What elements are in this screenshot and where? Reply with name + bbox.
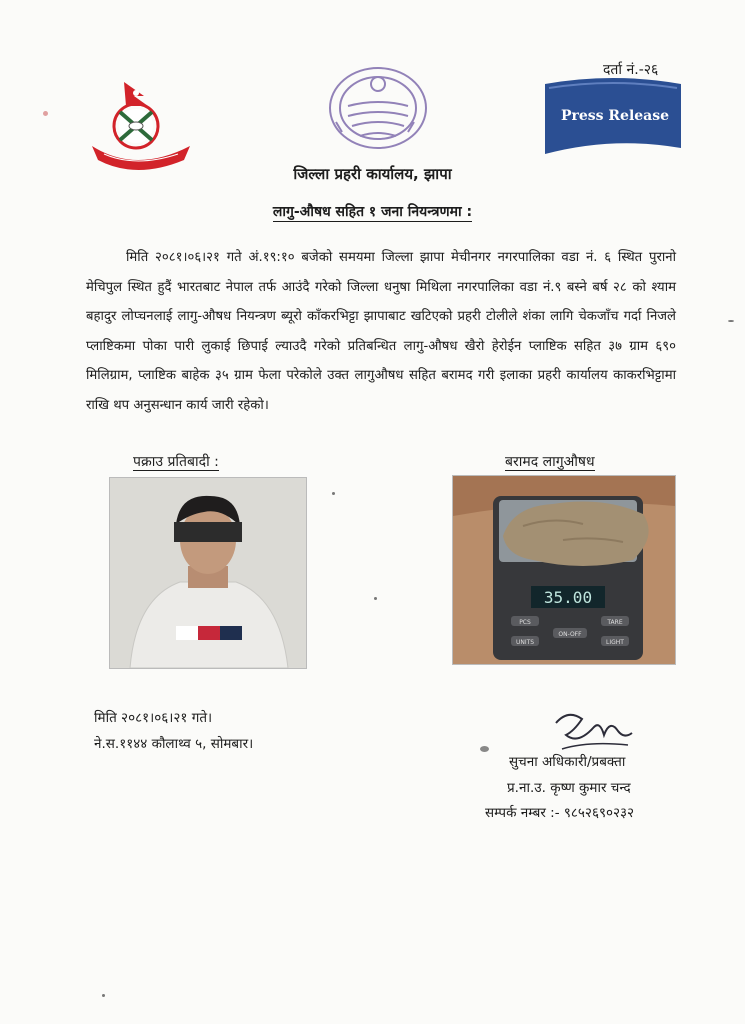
accused-photo <box>109 477 307 669</box>
headline <box>0 202 745 221</box>
seized-drugs-label-text: बरामद लागुऔषध <box>505 454 595 470</box>
scan-speck <box>480 746 489 752</box>
scale-button-tare: TARE <box>607 619 623 626</box>
contact-number: सम्पर्क नम्बर :- ९८५२६९०२३२ <box>485 805 635 821</box>
scale-button-units: UNITS <box>515 639 535 646</box>
scale-button-pcs: PCS <box>519 619 531 626</box>
nepal-police-logo <box>86 76 196 176</box>
scan-speck <box>102 994 105 997</box>
scan-speck <box>332 492 335 495</box>
scan-speck <box>728 320 734 322</box>
signature <box>548 705 638 755</box>
scan-speck <box>43 111 48 116</box>
body-paragraph: मिति २०८१।०६।२१ गते अं.१९:१० बजेको समयमा जिल्ला झापा मेचीनगर नगरपालिका वडा नं. ६ स्थित पुरानो मेचिपुल स्थित हुदैं भारतबाट नेपाल तर्फ आउंदै गरेको जिल्ला धनुषा मिथिला नगरपालिका वडा नं.९ बस्ने बर्ष २८ को श्याम बहादुर लोप्चनलाई लागु-औषध नियन्त्रण ब्यूरो काँकरभिट्टा झापाबाट खटिएको प्रहरी टोलीले शंका लागि चेकजाँच गर्दा निजले प्लाष्टिकमा पोका पारी लुकाई छिपाई ल्याउदै गरेको प्रतिबन्धित लागु-औषध खैरो हेरोईन प्लाष्टिक सहित ३७ ग्राम ६९० मिलिग्राम, प्लाष्टिक बाहेक ३५ ग्राम फेला परेकोले उक्त लागुऔषध सहित बरामद गरी इलाका प्रहरी कार्यालय काकरभिट्टामा राखि थप अनुसन्धान कार्य जारी रहेको। <box>86 250 676 413</box>
registration-number: दर्ता नं.-२६ <box>603 62 659 78</box>
scale-display: 35.00 <box>543 588 593 607</box>
press-release-badge <box>543 78 683 158</box>
signatory-name: प्र.ना.उ. कृष्ण कुमार चन्द <box>507 780 631 796</box>
accused-label-text: पक्राउ प्रतिबादी : <box>133 454 219 470</box>
press-release-text: Press Release <box>560 108 670 124</box>
scan-speck <box>374 597 377 600</box>
headline-text: लागु-औषध सहित १ जना नियन्त्रणमा : <box>272 204 473 220</box>
nepal-sambat-date: ने.स.११४४ कौलाथ्व ५, सोमबार। <box>94 736 254 752</box>
office-stamp-seal <box>318 62 436 162</box>
seized-drugs-label <box>505 452 595 471</box>
accused-label <box>133 452 219 471</box>
scale-button-light: LIGHT <box>606 639 624 646</box>
office-title: जिल्ला प्रहरी कार्यालय, झापा <box>293 165 452 183</box>
scale-button-on-off: ON-OFF <box>558 631 582 638</box>
issue-date: मिति २०८१।०६।२१ गते। <box>94 710 213 726</box>
signatory-title: सुचना अधिकारी/प्रबक्ता <box>509 754 626 770</box>
seized-drugs-photo <box>452 475 676 665</box>
